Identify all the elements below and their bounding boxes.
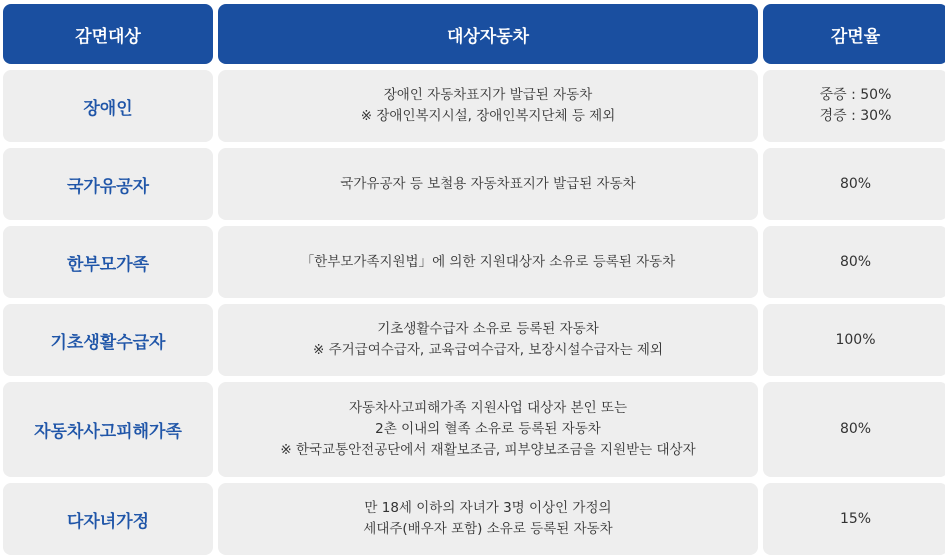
rate-line: 80%	[839, 253, 872, 270]
rate-line: 15%	[839, 510, 872, 527]
row-category: 기초생활수급자	[3, 304, 213, 376]
target-line: 2촌 이내의 혈족 소유로 등록된 자동차	[375, 421, 601, 437]
rate-line: 경증 : 30%	[819, 108, 892, 124]
row-target	[218, 148, 758, 220]
row-rate	[763, 148, 945, 220]
target-line: 자동차사고피해가족 지원사업 대상자 본인 또는	[349, 400, 627, 416]
target-line: 세대주(배우자 포함) 소유로 등록된 자동차	[363, 521, 613, 537]
row-rate	[763, 483, 945, 555]
row-category: 다자녀가정	[3, 483, 213, 555]
row-category: 자동차사고피해가족	[3, 382, 213, 477]
row-target	[218, 304, 758, 376]
row-rate	[763, 382, 945, 477]
row-target	[218, 483, 758, 555]
target-note: ※ 장애인복지시설, 장애인복지단체 등 제외	[360, 108, 616, 124]
row-category: 장애인	[3, 70, 213, 142]
rate-line: 중증 : 50%	[819, 87, 892, 103]
target-line: 장애인 자동차표지가 발급된 자동차	[383, 87, 593, 103]
rate-line: 80%	[839, 175, 872, 192]
target-note: ※ 주거급여수급자, 교육급여수급자, 보장시설수급자는 제외	[312, 342, 664, 358]
row-target	[218, 70, 758, 142]
row-target	[218, 382, 758, 477]
rate-line: 100%	[835, 331, 876, 348]
row-category: 한부모가족	[3, 226, 213, 298]
row-rate	[763, 70, 945, 142]
row-category: 국가유공자	[3, 148, 213, 220]
target-note: ※ 한국교통안전공단에서 재활보조금, 피부양보조금을 지원받는 대상자	[280, 442, 696, 458]
row-rate	[763, 304, 945, 376]
target-line: 기초생활수급자 소유로 등록된 자동차	[377, 321, 599, 337]
header-category: 감면대상	[3, 4, 213, 64]
row-target	[218, 226, 758, 298]
target-line: 만 18세 이하의 자녀가 3명 이상인 가정의	[364, 500, 612, 516]
header-rate: 감면율	[763, 4, 945, 64]
rate-line: 80%	[839, 421, 872, 437]
header-target: 대상자동차	[218, 4, 758, 64]
target-line: 국가유공자 등 보철용 자동차표지가 발급된 자동차	[340, 175, 636, 192]
row-rate	[763, 226, 945, 298]
target-line: 「한부모가족지원법」에 의한 지원대상자 소유로 등록된 자동차	[300, 253, 676, 270]
